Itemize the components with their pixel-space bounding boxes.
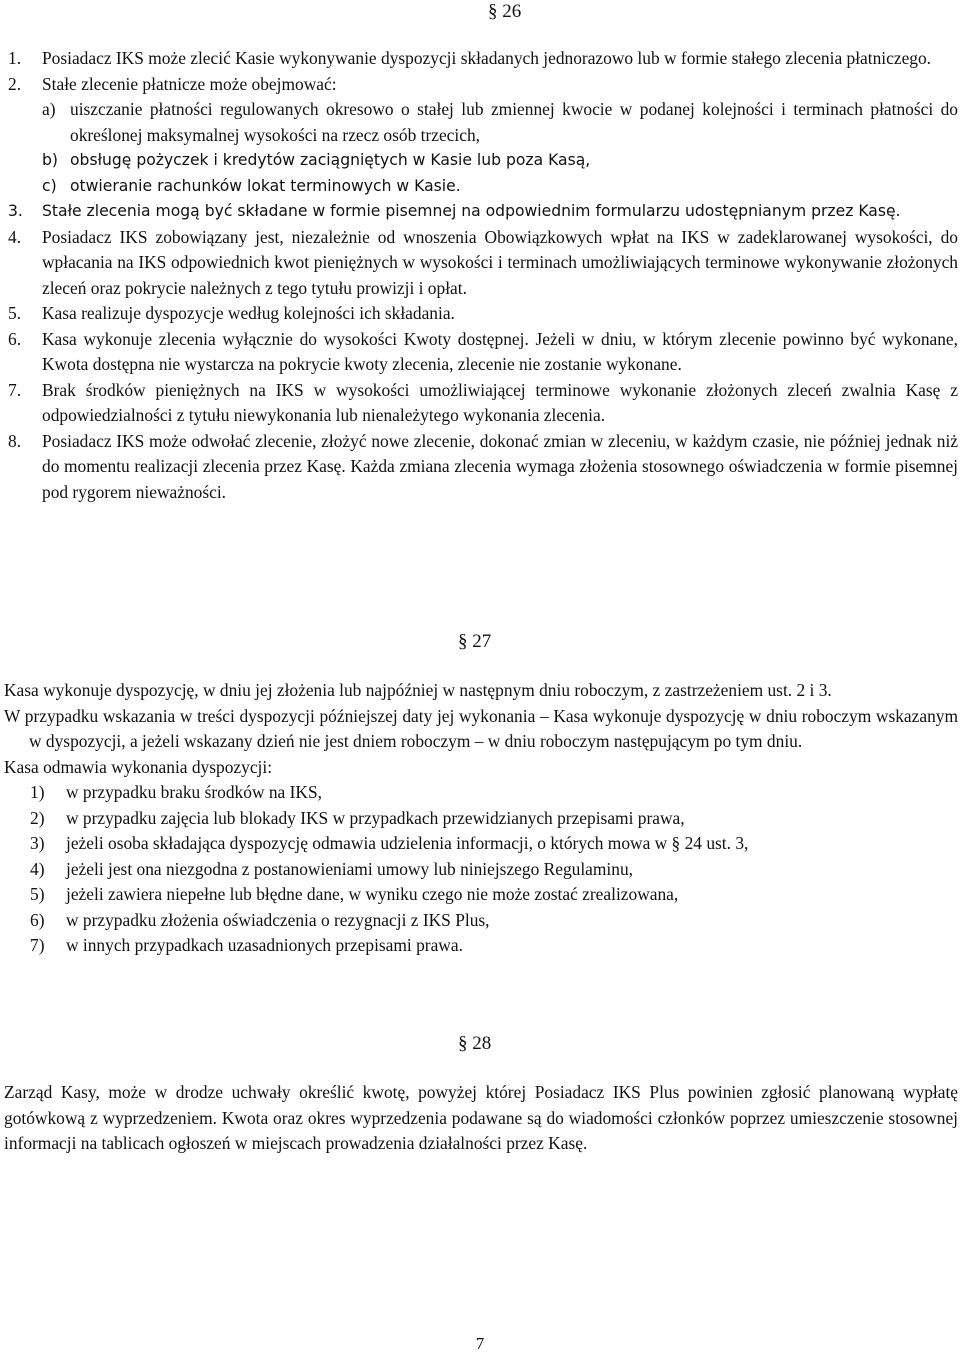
page-number: 7 (475, 1334, 485, 1353)
item-number: 6. (8, 328, 22, 349)
refusal-item-2 (4, 806, 958, 832)
refusal-item-6 (4, 908, 958, 934)
paragraph: Zarząd Kasy, może w drodze uchwały określić kwotę, powyżej której Posiadacz IKS Plus powinien zgłosić planowaną wypłatę gotówkową z wyprzedzeniem. Kwota oraz okres wyprzedzenia podawane są do wiadomości członków poprzez umieszczenie stosownej informacji na tablicach ogłoszeń w miejscach prowadzenia działalności przez Kasę. (4, 1082, 958, 1153)
item-number: 7) (30, 935, 45, 955)
item-number: 1. (8, 48, 22, 68)
list-item-4 (8, 225, 958, 302)
item-number: 5) (30, 884, 45, 904)
item-text: Kasa realizuje dyspozycje według kolejności ich składania. (42, 303, 455, 323)
paragraph: W przypadku wskazania w treści dyspozycji późniejszej daty jej wykonania – Kasa wykonuje dyspozycję w dniu roboczym wskazanym w dyspozycji, a jeżeli wskazany dzień nie jest dniem roboczym – w dniu roboczym następującym po tym dniu. (4, 705, 958, 751)
item-number: 2) (30, 807, 45, 828)
item-text: Kasa wykonuje zlecenia wyłącznie do wysokości Kwoty dostępnej. Jeżeli w dniu, w którym zlecenie powinno być wykonane, Kwota dostępna nie wystarcza na pokrycie kwoty zlecenia, zlecenie nie zostanie wykonane. (42, 328, 958, 374)
item-number: 3) (30, 833, 45, 853)
refusal-item-5 (4, 882, 958, 908)
item-number: 7. (8, 379, 22, 400)
item-text: Posiadacz IKS zobowiązany jest, niezależnie od wnoszenia Obowiązkowych wpłat na IKS w zadeklarowanej wysokości, do wpłacania na IKS odpowiednich kwot pieniężnych w wysokości i terminach umożliwiających terminowe wykonywanie złożonych zleceń oraz pokrycie należnych z tego tytułu prowizji i opłat. (42, 226, 958, 298)
list-subitem-a (8, 97, 958, 148)
item-text: Stałe zlecenia mogą być składane w formie pisemnej na odpowiednim formularzu udostępnianym przez Kasę. (42, 202, 901, 220)
list-item-7 (8, 378, 958, 429)
item-text: jeżeli jest ona niezgodna z postanowieniami umowy lub niniejszego Regulaminu, (66, 858, 633, 879)
refusal-item-3 (4, 831, 958, 857)
item-number: 3. (8, 202, 23, 220)
list-subitem-c (8, 174, 958, 200)
item-number: 1) (30, 782, 45, 802)
item-text: Stałe zlecenie płatnicze może obejmować: (42, 73, 337, 94)
item-text: jeżeli osoba składająca dyspozycję odmawia udzielenia informacji, o których mowa w § 24 ust. 3, (66, 833, 749, 853)
list-item-2 (8, 72, 958, 98)
section-heading-26: § 26 (488, 1, 522, 22)
item-text: w przypadku braku środków na IKS, (66, 782, 322, 802)
item-number: 6) (30, 909, 45, 930)
item-text: w innych przypadkach uzasadnionych przepisami prawa. (66, 935, 463, 955)
section-27-body (4, 678, 958, 959)
item-text: w przypadku zajęcia lub blokady IKS w przypadkach przewidzianych przepisami prawa, (66, 807, 685, 828)
section-heading-27: § 27 (458, 631, 492, 652)
refusal-item-7 (4, 933, 958, 959)
paragraph: Kasa wykonuje dyspozycję, w dniu jej złożenia lub najpóźniej w następnym dniu roboczym, z zastrzeżeniem ust. 2 i 3. (4, 680, 832, 700)
item-number: 4) (30, 858, 45, 879)
section-28-body (4, 1080, 958, 1157)
item-number: 4. (8, 226, 22, 247)
list-item-3 (8, 199, 958, 225)
list-item-5 (8, 301, 958, 327)
item-text: obsługę pożyczek i kredytów zaciągniętych w Kasie lub poza Kasą, (70, 151, 591, 169)
item-text: uiszczanie płatności regulowanych okresowo o stałej lub zmiennej kwocie w podanej kolejności i terminach płatności do określonej maksymalnej wysokości na rzecz osób trzecich, (70, 99, 958, 145)
section-heading-28: § 28 (458, 1033, 492, 1054)
item-text: Brak środków pieniężnych na IKS w wysokości umożliwiającej terminowe wykonanie złożonych zleceń zwalnia Kasę z odpowiedzialności z tytułu niewykonania lub nienależytego wykonania zlecenia. (42, 379, 958, 425)
item-number: 5. (8, 303, 22, 323)
item-number: 8. (8, 430, 22, 451)
item-text: w przypadku złożenia oświadczenia o rezygnacji z IKS Plus, (66, 909, 490, 930)
item-number: b) (42, 151, 58, 169)
list-item-6 (8, 327, 958, 378)
paragraph: Kasa odmawia wykonania dyspozycji: (4, 756, 273, 777)
list-item-1 (8, 46, 958, 72)
list-subitem-b (8, 148, 958, 174)
item-text: Posiadacz IKS może odwołać zlecenie, złożyć nowe zlecenie, dokonać zmian w zleceniu, w każdym czasie, nie później jednak niż do momentu realizacji zlecenia przez Kasę. Każda zmiana zlecenia wymaga złożenia stosownego oświadczenia w formie pisemnej pod rygorem nieważności. (42, 430, 958, 502)
item-text: jeżeli zawiera niepełne lub błędne dane, w wyniku czego nie może zostać zrealizowana, (66, 884, 679, 904)
item-number: c) (42, 176, 57, 195)
item-number: 2. (8, 73, 22, 94)
list-item-8 (8, 429, 958, 506)
refusal-item-1 (4, 780, 958, 806)
item-number: a) (42, 99, 56, 119)
refusal-item-4 (4, 857, 958, 883)
item-text: otwieranie rachunków lokat terminowych w Kasie. (70, 176, 461, 195)
section-26-body (8, 46, 958, 505)
item-text: Posiadacz IKS może zlecić Kasie wykonywanie dyspozycji składanych jednorazowo lub w formie stałego zlecenia płatniczego. (42, 48, 932, 68)
